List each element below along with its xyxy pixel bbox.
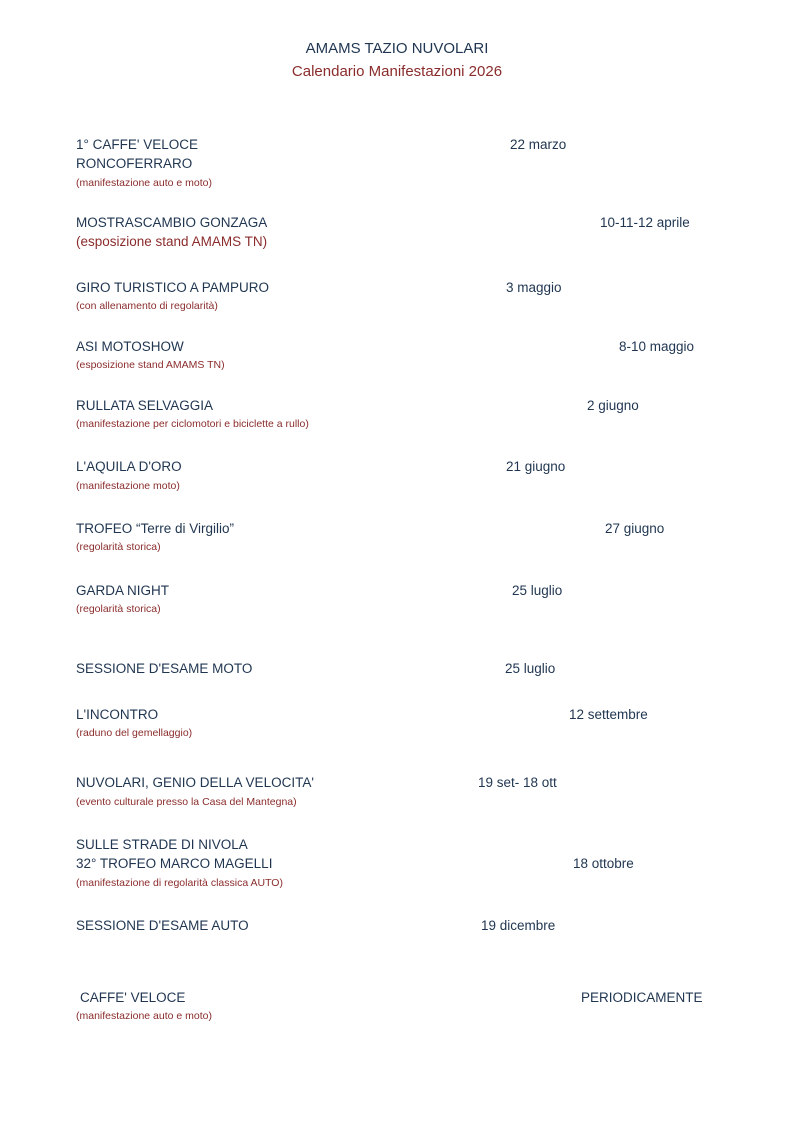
event-name: NUVOLARI, GENIO DELLA VELOCITA' [76,775,314,790]
event-subname: 32° TROFEO MARCO MAGELLI [76,856,273,871]
event-date: 18 ottobre [573,856,634,871]
event-name: ASI MOTOSHOW [76,339,184,354]
event-name: SULLE STRADE DI NIVOLA [76,837,248,852]
event-name: MOSTRASCAMBIO GONZAGA [76,215,268,230]
event-note: (manifestazione di regolarità classica AUTO) [76,877,283,889]
event-name: RULLATA SELVAGGIA [76,398,214,413]
event-date: 10-11-12 aprile [600,215,690,230]
event-name: 1° CAFFE' VELOCE [76,137,199,152]
event-name: SESSIONE D'ESAME AUTO [76,918,249,933]
event-date: 19 set- 18 ott [478,775,557,790]
event-date: 22 marzo [510,137,567,152]
event-date: PERIODICAMENTE [581,990,703,1005]
event-date: 25 luglio [512,583,563,598]
event-location: RONCOFERRARO [76,156,193,171]
event-date: 3 maggio [506,280,562,295]
document-title: AMAMS TAZIO NUVOLARI [305,40,489,57]
event-name: L'INCONTRO [76,707,159,722]
event-note: (manifestazione moto) [76,480,180,492]
event-note: (manifestazione auto e moto) [76,177,212,189]
event-name: GARDA NIGHT [76,583,170,598]
event-name: GIRO TURISTICO A PAMPURO [76,280,270,295]
event-name: SESSIONE D'ESAME MOTO [76,661,253,676]
event-note: (esposizione stand AMAMS TN) [76,359,225,371]
event-note: (esposizione stand AMAMS TN) [76,234,268,249]
event-note: (regolarità storica) [76,541,161,553]
event-note: (manifestazione per ciclomotori e biciclette a rullo) [76,418,309,430]
event-note: (regolarità storica) [76,603,161,615]
event-name: TROFEO “Terre di Virgilio” [76,521,235,536]
event-note: (evento culturale presso la Casa del Mantegna) [76,796,297,808]
event-note: (raduno del gemellaggio) [76,727,193,739]
event-name: L'AQUILA D'ORO [76,459,182,474]
event-date: 25 luglio [505,661,556,676]
event-date: 12 settembre [569,707,648,722]
event-date: 21 giugno [506,459,566,474]
event-note: (con allenamento di regolarità) [76,300,218,312]
event-date: 19 dicembre [481,918,556,933]
document-subtitle: Calendario Manifestazioni 2026 [291,63,503,80]
event-date: 2 giugno [587,398,639,413]
event-note: (manifestazione auto e moto) [76,1010,212,1022]
event-date: 27 giugno [605,521,665,536]
event-name: CAFFE' VELOCE [80,990,186,1005]
event-date: 8-10 maggio [619,339,695,354]
